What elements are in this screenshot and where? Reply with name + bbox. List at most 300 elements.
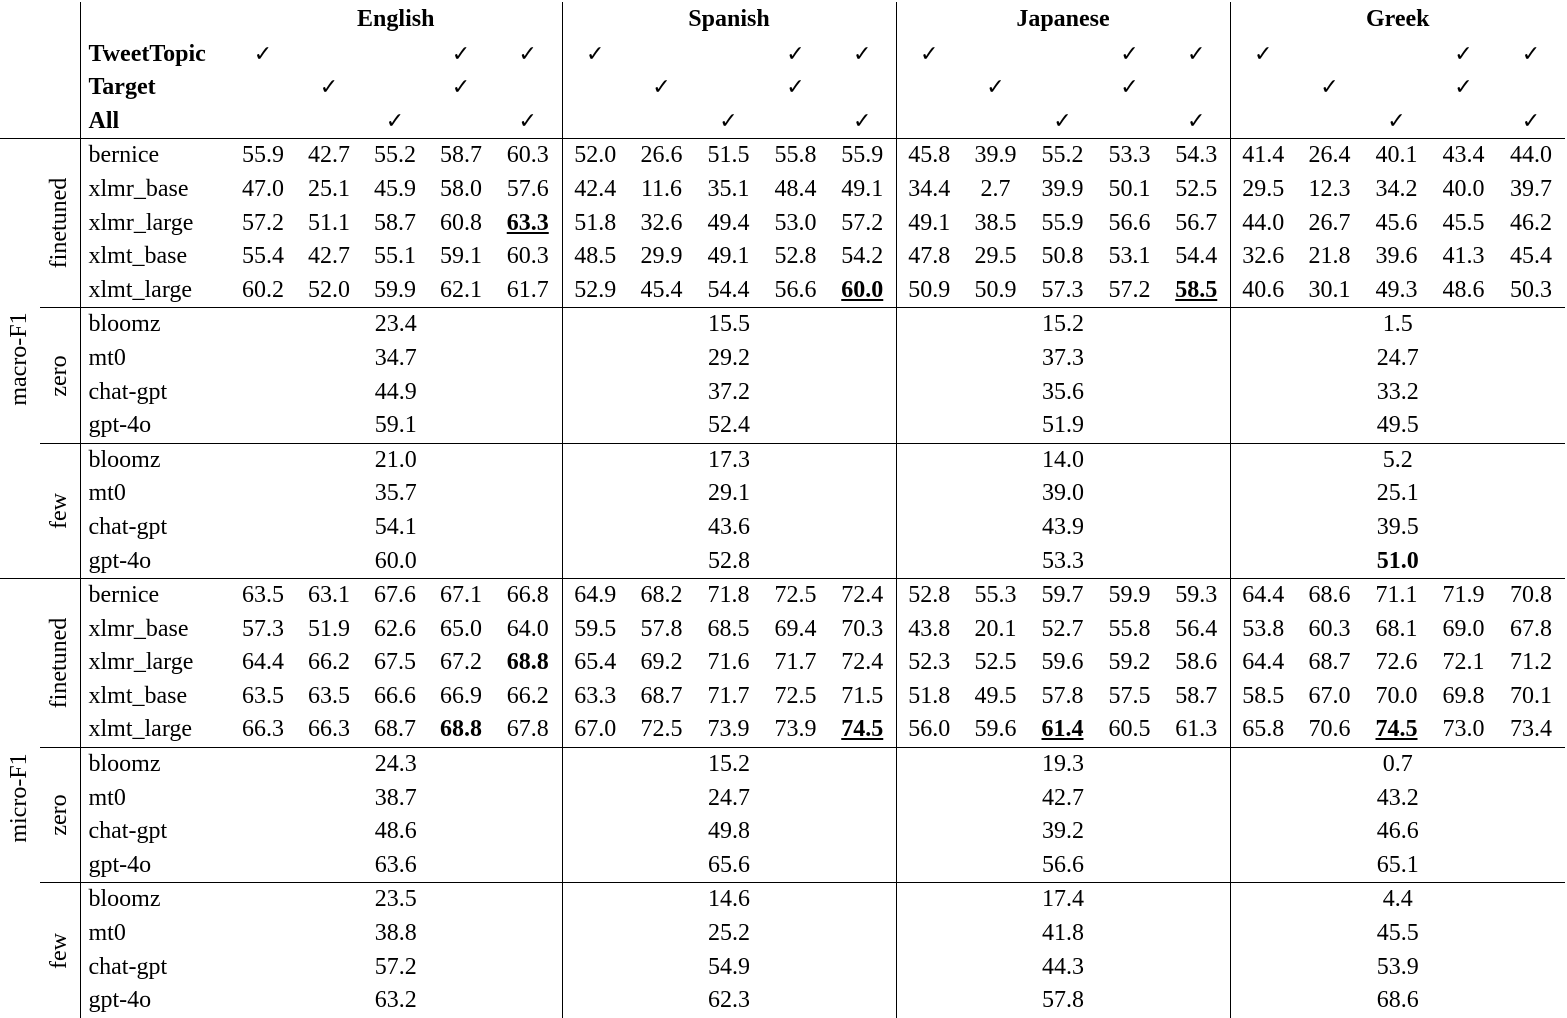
score-cell: 40.0: [1442, 175, 1485, 202]
config-label: Target: [80, 71, 230, 105]
empty-cell: [362, 38, 428, 72]
score-cell: 38.7: [374, 784, 417, 811]
model-name: xlmt_base: [80, 680, 230, 714]
score-cell: 52.5: [974, 649, 1017, 676]
table-row: [0, 951, 1565, 985]
score-cell: 45.4: [640, 276, 683, 303]
group-label-text: finetuned: [45, 178, 72, 269]
score-cell: 63.5: [308, 682, 350, 709]
score-cell: 67.8: [506, 716, 549, 743]
table-row: [0, 545, 1565, 579]
score-cell: 59.5: [562, 613, 628, 647]
empty-cell: [962, 38, 1029, 72]
score-cell: 74.5: [841, 716, 884, 743]
score-cell: 70.8: [1497, 579, 1565, 613]
score-cell: 54.1: [374, 513, 417, 540]
language-header: Japanese: [896, 2, 1230, 38]
checkmark: ✓: [1454, 41, 1473, 67]
score-cell: 56.0: [896, 713, 962, 747]
score-cell: 25.1: [308, 175, 350, 202]
empty-cell: [1230, 105, 1296, 139]
score-cell: 68.6: [1296, 579, 1363, 613]
checkmark: ✓: [1187, 41, 1206, 67]
group-label: [40, 308, 80, 443]
score-cell: 33.2: [1230, 376, 1565, 410]
score-cell: 14.6: [562, 883, 896, 917]
score-cell: 49.4: [707, 209, 750, 236]
score-cell: 68.5: [707, 615, 750, 642]
score-cell: 55.3: [962, 579, 1029, 613]
model-name: bernice: [80, 579, 230, 613]
checkmark: ✓: [518, 41, 537, 67]
table-row: [0, 646, 1565, 680]
checkmark: ✓: [385, 108, 405, 134]
score-cell: 53.3: [1096, 139, 1163, 173]
score-cell: 56.6: [1108, 209, 1151, 236]
score-cell: 71.1: [1363, 579, 1430, 613]
score-cell: 19.3: [896, 748, 1230, 782]
score-cell: 68.1: [1375, 615, 1418, 642]
config-row: [0, 105, 1565, 139]
checkmark: ✓: [1521, 108, 1541, 134]
group-label-text: zero: [45, 794, 72, 836]
model-name: chat-gpt: [80, 376, 230, 410]
score-cell: 45.5: [1442, 209, 1485, 236]
score-cell: 58.7: [374, 209, 416, 236]
score-cell: 72.5: [774, 682, 817, 709]
empty-cell: [695, 38, 762, 72]
model-name: xlmr_base: [80, 173, 230, 207]
score-cell: 48.6: [1442, 276, 1485, 303]
score-cell: 45.9: [374, 175, 416, 202]
score-cell: 57.3: [242, 615, 284, 642]
score-cell: 70.3: [841, 615, 884, 642]
model-name: mt0: [80, 477, 230, 511]
checkmark: ✓: [1521, 41, 1541, 67]
score-cell: 67.0: [562, 713, 628, 747]
score-cell: 35.7: [374, 480, 417, 507]
config-row-blank: [0, 38, 80, 72]
results-table: [0, 2, 1565, 1018]
language-header: Greek: [1230, 2, 1565, 38]
model-name: chat-gpt: [80, 815, 230, 849]
score-cell: 57.2: [242, 209, 284, 236]
score-cell: 57.2: [1108, 276, 1151, 303]
empty-cell: [562, 105, 628, 139]
table-row: [0, 443, 1565, 477]
score-cell: 73.9: [707, 716, 750, 743]
empty-cell: [1497, 71, 1565, 105]
score-cell: 48.5: [562, 240, 628, 274]
score-cell: 15.5: [562, 308, 896, 342]
checkmark: ✓: [1120, 75, 1139, 101]
group-label: [40, 579, 80, 748]
model-name: bloomz: [80, 443, 230, 477]
score-cell: 51.0: [1230, 545, 1565, 579]
score-cell: 23.5: [230, 883, 562, 917]
table-row: [0, 748, 1565, 782]
score-cell: 50.1: [1108, 175, 1151, 202]
model-name: chat-gpt: [80, 951, 230, 985]
score-cell: 65.4: [562, 646, 628, 680]
score-cell: 62.1: [440, 276, 482, 303]
config-row: [0, 38, 1565, 72]
score-cell: 11.6: [640, 175, 683, 202]
model-name: bloomz: [80, 308, 230, 342]
score-cell: 56.6: [774, 276, 817, 303]
score-cell: 63.3: [562, 680, 628, 714]
score-cell: 67.0: [1308, 682, 1351, 709]
score-cell: 52.8: [774, 243, 817, 270]
language-header: Spanish: [562, 2, 896, 38]
checkmark: ✓: [719, 108, 738, 134]
table-row: [0, 613, 1565, 647]
score-cell: 56.4: [1175, 615, 1218, 642]
empty-cell: [896, 105, 962, 139]
score-cell: 42.4: [562, 173, 628, 207]
score-cell: 59.7: [1029, 579, 1096, 613]
score-cell: 49.5: [1230, 409, 1565, 443]
score-cell: 42.7: [308, 243, 350, 270]
score-cell: 12.3: [1308, 175, 1351, 202]
group-label: [40, 443, 80, 578]
score-cell: 66.9: [440, 682, 482, 709]
checkmark: ✓: [853, 41, 872, 67]
empty-cell: [296, 105, 362, 139]
metric-label-text: micro-F1: [6, 753, 33, 844]
score-cell: 32.6: [1230, 240, 1296, 274]
empty-cell: [562, 71, 628, 105]
score-cell: 51.1: [308, 209, 350, 236]
score-cell: 72.6: [1375, 649, 1418, 676]
score-cell: 68.7: [640, 682, 683, 709]
score-cell: 54.4: [707, 276, 750, 303]
empty-cell: [1029, 71, 1096, 105]
score-cell: 55.4: [242, 243, 284, 270]
score-cell: 52.8: [896, 579, 962, 613]
score-cell: 23.4: [230, 308, 562, 342]
score-cell: 73.0: [1442, 716, 1485, 743]
score-cell: 64.0: [506, 615, 549, 642]
group-label: [40, 883, 80, 1018]
checkmark: ✓: [562, 38, 628, 72]
score-cell: 41.4: [1230, 139, 1296, 173]
score-cell: 69.4: [774, 615, 817, 642]
score-cell: 65.1: [1230, 849, 1565, 883]
score-cell: 69.8: [1442, 682, 1485, 709]
score-cell: 66.8: [494, 579, 562, 613]
checkmark: ✓: [896, 38, 962, 72]
score-cell: 53.3: [896, 545, 1230, 579]
score-cell: 29.2: [562, 342, 896, 376]
empty-cell: [1430, 105, 1497, 139]
score-cell: 30.1: [1308, 276, 1351, 303]
score-cell: 47.0: [242, 175, 284, 202]
score-cell: 25.2: [562, 917, 896, 951]
score-cell: 59.6: [1041, 649, 1084, 676]
checkmark: ✓: [1187, 108, 1206, 134]
checkmark: ✓: [1387, 108, 1406, 134]
score-cell: 42.7: [896, 782, 1230, 816]
group-label: [40, 139, 80, 308]
score-cell: 26.7: [1308, 209, 1351, 236]
score-cell: 71.2: [1510, 649, 1552, 676]
model-name: xlmt_large: [80, 713, 230, 747]
table-row: [0, 511, 1565, 545]
score-cell: 55.9: [230, 139, 296, 173]
language-header-row: [0, 2, 1565, 38]
score-cell: 29.5: [974, 243, 1017, 270]
table-row: [0, 139, 1565, 173]
score-cell: 64.4: [1230, 579, 1296, 613]
score-cell: 51.8: [896, 680, 962, 714]
score-cell: 73.9: [774, 716, 817, 743]
model-name: gpt-4o: [80, 984, 230, 1018]
score-cell: 21.0: [230, 443, 562, 477]
score-cell: 59.1: [374, 412, 417, 439]
score-cell: 41.8: [896, 917, 1230, 951]
score-cell: 26.6: [628, 139, 695, 173]
score-cell: 52.0: [562, 139, 628, 173]
score-cell: 60.0: [374, 547, 417, 574]
header-corner: [0, 2, 80, 38]
score-cell: 42.7: [296, 139, 362, 173]
score-cell: 43.2: [1230, 782, 1565, 816]
score-cell: 60.3: [494, 139, 562, 173]
score-cell: 60.3: [506, 243, 549, 270]
score-cell: 63.5: [230, 579, 296, 613]
score-cell: 66.2: [308, 649, 350, 676]
score-cell: 43.6: [562, 511, 896, 545]
empty-cell: [1296, 105, 1363, 139]
score-cell: 58.7: [1175, 682, 1218, 709]
score-cell: 72.5: [762, 579, 829, 613]
score-cell: 57.5: [1108, 682, 1151, 709]
score-cell: 37.3: [896, 342, 1230, 376]
score-cell: 64.9: [562, 579, 628, 613]
empty-cell: [362, 71, 428, 105]
score-cell: 72.5: [640, 716, 683, 743]
score-cell: 68.8: [440, 716, 482, 743]
score-cell: 72.1: [1442, 649, 1485, 676]
score-cell: 65.8: [1230, 713, 1296, 747]
score-cell: 51.9: [308, 615, 350, 642]
score-cell: 24.3: [230, 748, 562, 782]
score-cell: 52.8: [562, 545, 896, 579]
score-cell: 72.4: [841, 649, 884, 676]
score-cell: 29.1: [562, 477, 896, 511]
score-cell: 51.8: [562, 207, 628, 241]
score-cell: 55.8: [1108, 615, 1151, 642]
score-cell: 45.4: [1510, 243, 1552, 270]
table-row: [0, 308, 1565, 342]
config-row: [0, 71, 1565, 105]
checkmark: ✓: [451, 75, 471, 101]
score-cell: 54.2: [841, 243, 884, 270]
checkmark: ✓: [319, 75, 339, 101]
score-cell: 58.7: [428, 139, 494, 173]
score-cell: 57.6: [506, 175, 549, 202]
checkmark: ✓: [1053, 108, 1072, 134]
score-cell: 53.9: [1230, 951, 1565, 985]
model-name: mt0: [80, 782, 230, 816]
score-cell: 5.2: [1230, 443, 1565, 477]
score-cell: 58.6: [1175, 649, 1218, 676]
score-cell: 52.9: [562, 274, 628, 308]
checkmark: ✓: [1454, 75, 1473, 101]
table-row: [0, 477, 1565, 511]
score-cell: 59.3: [1163, 579, 1230, 613]
score-cell: 46.2: [1510, 209, 1552, 236]
score-cell: 35.1: [707, 175, 750, 202]
score-cell: 38.5: [974, 209, 1017, 236]
score-cell: 25.1: [1230, 477, 1565, 511]
table-row: [0, 376, 1565, 410]
score-cell: 68.2: [628, 579, 695, 613]
score-cell: 40.6: [1230, 274, 1296, 308]
config-row-blank: [0, 105, 80, 139]
score-cell: 15.2: [562, 748, 896, 782]
score-cell: 40.1: [1363, 139, 1430, 173]
score-cell: 61.3: [1175, 716, 1218, 743]
score-cell: 39.2: [896, 815, 1230, 849]
score-cell: 73.4: [1510, 716, 1552, 743]
score-cell: 71.6: [707, 649, 750, 676]
score-cell: 34.4: [896, 173, 962, 207]
table-row: [0, 883, 1565, 917]
score-cell: 53.0: [774, 209, 817, 236]
score-cell: 29.9: [640, 243, 683, 270]
score-cell: 71.8: [695, 579, 762, 613]
empty-cell: [494, 71, 562, 105]
score-cell: 62.6: [374, 615, 416, 642]
empty-cell: [829, 71, 896, 105]
score-cell: 60.8: [440, 209, 482, 236]
score-cell: 1.5: [1230, 308, 1565, 342]
score-cell: 68.6: [1230, 984, 1565, 1018]
score-cell: 68.7: [374, 716, 416, 743]
table-row: [0, 849, 1565, 883]
model-name: xlmt_large: [80, 274, 230, 308]
score-cell: 57.2: [841, 209, 884, 236]
score-cell: 70.0: [1375, 682, 1418, 709]
score-cell: 63.1: [296, 579, 362, 613]
score-cell: 52.0: [308, 276, 350, 303]
empty-cell: [962, 105, 1029, 139]
score-cell: 29.5: [1230, 173, 1296, 207]
score-cell: 52.5: [1175, 175, 1218, 202]
score-cell: 32.6: [640, 209, 683, 236]
score-cell: 50.9: [974, 276, 1017, 303]
model-name: bloomz: [80, 883, 230, 917]
score-cell: 67.5: [374, 649, 416, 676]
score-cell: 49.5: [974, 682, 1017, 709]
score-cell: 56.7: [1175, 209, 1218, 236]
score-cell: 57.8: [640, 615, 683, 642]
score-cell: 71.9: [1430, 579, 1497, 613]
score-cell: 66.6: [374, 682, 416, 709]
score-cell: 24.7: [562, 782, 896, 816]
score-cell: 55.9: [1041, 209, 1084, 236]
score-cell: 56.6: [896, 849, 1230, 883]
header-corner-label: [80, 2, 230, 38]
score-cell: 53.1: [1108, 243, 1151, 270]
metric-label-text: macro-F1: [6, 312, 33, 406]
score-cell: 20.1: [974, 615, 1017, 642]
empty-cell: [1363, 71, 1430, 105]
model-name: bloomz: [80, 748, 230, 782]
table-row: [0, 815, 1565, 849]
score-cell: 57.3: [1041, 276, 1084, 303]
checkmark: ✓: [1120, 41, 1139, 67]
score-cell: 58.0: [440, 175, 482, 202]
score-cell: 39.0: [896, 477, 1230, 511]
score-cell: 67.1: [428, 579, 494, 613]
empty-cell: [1363, 38, 1430, 72]
empty-cell: [628, 38, 695, 72]
score-cell: 51.9: [896, 409, 1230, 443]
score-cell: 62.3: [562, 984, 896, 1018]
score-cell: 60.5: [1108, 716, 1151, 743]
score-cell: 39.9: [962, 139, 1029, 173]
model-name: mt0: [80, 917, 230, 951]
score-cell: 66.3: [308, 716, 350, 743]
group-label: [40, 748, 80, 883]
checkmark: ✓: [518, 108, 537, 134]
group-label-text: finetuned: [45, 617, 72, 709]
score-cell: 0.7: [1230, 748, 1565, 782]
score-cell: 65.0: [440, 615, 482, 642]
score-cell: 45.6: [1375, 209, 1418, 236]
score-cell: 68.8: [506, 649, 549, 676]
score-cell: 65.6: [562, 849, 896, 883]
score-cell: 55.1: [374, 243, 416, 270]
score-cell: 66.2: [506, 682, 549, 709]
score-cell: 44.3: [896, 951, 1230, 985]
score-cell: 50.9: [896, 274, 962, 308]
table-row: [0, 409, 1565, 443]
config-label: TweetTopic: [80, 38, 230, 72]
table-row: [0, 782, 1565, 816]
score-cell: 70.1: [1510, 682, 1552, 709]
table-row: [0, 984, 1565, 1018]
empty-cell: [296, 38, 362, 72]
score-cell: 63.5: [242, 682, 284, 709]
model-name: mt0: [80, 342, 230, 376]
model-name: xlmt_base: [80, 240, 230, 274]
score-cell: 4.4: [1230, 883, 1565, 917]
empty-cell: [230, 105, 296, 139]
model-name: xlmr_large: [80, 646, 230, 680]
language-header: English: [357, 6, 435, 33]
score-cell: 49.1: [841, 175, 884, 202]
score-cell: 17.4: [896, 883, 1230, 917]
score-cell: 69.2: [640, 649, 683, 676]
score-cell: 67.2: [440, 649, 482, 676]
score-cell: 71.5: [841, 682, 884, 709]
group-label-text: few: [45, 492, 72, 529]
score-cell: 67.6: [362, 579, 428, 613]
score-cell: 59.2: [1108, 649, 1151, 676]
score-cell: 70.6: [1308, 716, 1351, 743]
empty-cell: [1096, 105, 1163, 139]
score-cell: 61.4: [1041, 716, 1084, 743]
score-cell: 66.3: [242, 716, 284, 743]
score-cell: 57.8: [896, 984, 1230, 1018]
empty-cell: [762, 105, 829, 139]
score-cell: 51.5: [695, 139, 762, 173]
score-cell: 63.3: [506, 209, 549, 236]
